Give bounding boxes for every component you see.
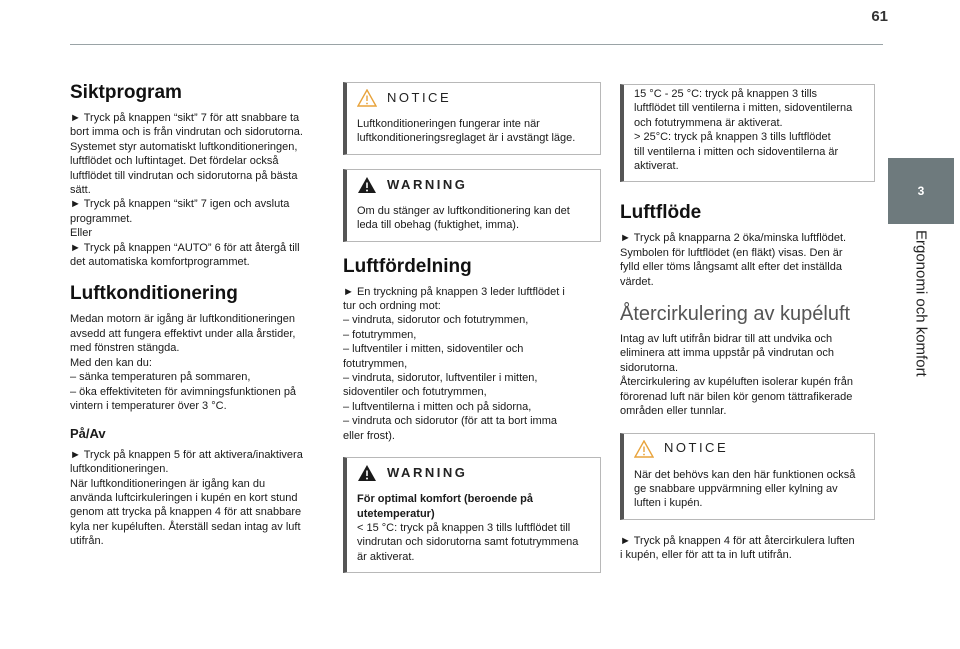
chapter-label-wrap bbox=[888, 230, 954, 490]
text-line: > 25°C: tryck på knappen 3 tills luftflödet bbox=[634, 131, 831, 144]
text-line: programmet. bbox=[70, 212, 133, 225]
text-line: med fönstren stängda. bbox=[70, 342, 180, 355]
chapter-label: Ergonomi och komfort bbox=[912, 230, 930, 377]
text-line: vindrutan och sidorutorna samt fotutrymmena bbox=[357, 536, 579, 549]
recirculate-instruction bbox=[620, 534, 875, 563]
text-line: ► Tryck på knapparna 2 öka/minska luftflödet. bbox=[620, 232, 847, 245]
text-line: utetemperatur) bbox=[357, 507, 435, 520]
notice-1-text bbox=[357, 117, 590, 146]
warning-2-text bbox=[357, 521, 590, 564]
atercirkulering-text bbox=[620, 332, 875, 418]
text-line: Symbolen för luftflödet (en fläkt) visas. Den är bbox=[620, 246, 843, 259]
text-line: fotutrymmen, bbox=[343, 357, 408, 370]
text-line: ► Tryck på knappen “AUTO” 6 för att återgå till bbox=[70, 241, 300, 254]
text-line: – vindruta, sidorutor och fotutrymmen, bbox=[343, 314, 529, 327]
text-line: Luftkonditioneringen fungerar inte när bbox=[357, 118, 540, 130]
text-line: När luftkonditioneringen är igång kan du bbox=[70, 477, 266, 490]
text-line: genom att trycka på knappen 4 för att snabbare bbox=[70, 506, 302, 519]
text-line: luften i kupén. bbox=[634, 497, 703, 510]
text-line: ge snabbare uppvärmning eller kylning av bbox=[634, 482, 838, 495]
warning-continued-box bbox=[620, 84, 875, 182]
text-line: Med den kan du: bbox=[70, 356, 152, 369]
text-line: luftkonditioneringen. bbox=[70, 463, 169, 476]
text-line: < 15 °C: tryck på knappen 3 tills luftflödet till bbox=[357, 521, 571, 534]
text-line: – luftventilerna i mitten och på sidorna, bbox=[343, 400, 532, 413]
text-line: sidorutorna. bbox=[620, 361, 679, 374]
notice-box-2 bbox=[620, 433, 875, 520]
text-line: – sänka temperaturen på sommaren, bbox=[70, 371, 251, 384]
text-line: utifrån. bbox=[70, 535, 104, 548]
chapter-tab bbox=[888, 158, 954, 224]
text-line: luftkonditioneringsreglaget är i avstängt läge. bbox=[357, 132, 576, 145]
text-line: tur och ordning mot: bbox=[343, 300, 441, 313]
text-line: i kupén, eller för att ta in luft utifrån. bbox=[620, 549, 792, 562]
text-line: värdet. bbox=[620, 275, 654, 288]
text-line: – öka effektiviteten för avimningsfunktionen på bbox=[70, 385, 297, 398]
text-line: är aktiverat. bbox=[357, 550, 415, 563]
text-line: 15 °C - 25 °C: tryck på knappen 3 tills bbox=[634, 88, 818, 100]
heading-luftkonditionering: Luftkonditionering bbox=[70, 283, 238, 305]
notice-2-text bbox=[634, 468, 864, 511]
text-line: ► Tryck på knappen “sikt” 7 igen och avsluta bbox=[70, 198, 290, 211]
notice-box-1 bbox=[343, 82, 601, 155]
text-line: aktiverat. bbox=[634, 160, 679, 173]
heading-atercirkulering: Återcirkulering av kupéluft bbox=[620, 303, 851, 326]
heading-pa-av: På/Av bbox=[70, 426, 106, 442]
text-line: ► Tryck på knappen “sikt” 7 för att snabbare ta bbox=[70, 112, 300, 124]
text-line: Om du stänger av luftkonditionering kan det bbox=[357, 204, 570, 217]
warning-2-bold-text bbox=[357, 492, 590, 521]
text-line: områden eller tunnlar. bbox=[620, 405, 727, 418]
warning-triangle-icon bbox=[357, 464, 377, 482]
text-line: sidoventiler och fotutrymmen, bbox=[343, 386, 487, 399]
text-line: förorenad luft när bilen kör genom tättrafikerade bbox=[620, 390, 853, 403]
text-line: fylld eller töms långsamt allt efter det inställda bbox=[620, 261, 842, 274]
notice-triangle-icon bbox=[357, 89, 377, 107]
text-line: kyla ner kupéluften. Återställ sedan intag av luft bbox=[70, 520, 301, 533]
chapter-number: 3 bbox=[917, 184, 925, 198]
luftfordelning-text bbox=[343, 285, 601, 443]
text-line: Systemet styr automatiskt luftkonditioneringen, bbox=[70, 140, 298, 153]
text-line: – vindruta och sidorutor (för att ta bort imma bbox=[343, 415, 557, 428]
column-2 bbox=[343, 82, 601, 587]
text-line: – luftventiler i mitten, sidoventiler och bbox=[343, 343, 524, 356]
notice-label: NOTICE bbox=[387, 89, 452, 105]
text-line: eliminera att imma uppstår på vindrutan och bbox=[620, 347, 834, 360]
text-line: För optimal komfort (beroende på bbox=[357, 493, 534, 506]
warning-label: WARNING bbox=[387, 464, 468, 480]
luftkonditionering-text bbox=[70, 312, 324, 413]
notice-label: NOTICE bbox=[664, 440, 729, 456]
text-line: bort imma och is från vindrutan och sidorutorna. bbox=[70, 126, 303, 139]
text-line: – vindruta, sidorutor, luftventiler i mitten, bbox=[343, 372, 538, 385]
text-line: ► Tryck på knappen 4 för att återcirkulera luften bbox=[620, 534, 855, 547]
warning-box-1 bbox=[343, 169, 601, 242]
text-line: – fotutrymmen, bbox=[343, 328, 417, 341]
text-line: till ventilerna i mitten och sidoventilerna är bbox=[634, 145, 839, 158]
text-line: och fotutrymmena är aktiverat. bbox=[634, 116, 783, 129]
warning-triangle-icon bbox=[357, 176, 377, 194]
warning-1-text bbox=[357, 204, 590, 233]
warning-continued-text bbox=[634, 87, 864, 173]
text-line: Medan motorn är igång är luftkonditioneringen bbox=[70, 313, 296, 326]
luftflode-text bbox=[620, 231, 875, 289]
text-line: avsedd att fungera effektivt under alla årstider, bbox=[70, 327, 296, 340]
notice-triangle-icon bbox=[634, 440, 654, 458]
text-line: ► Tryck på knappen 5 för att aktivera/inaktivera bbox=[70, 448, 303, 461]
text-line: vintern i temperaturer över 3 °C. bbox=[70, 399, 227, 412]
heading-luftflode: Luftflöde bbox=[620, 202, 702, 224]
heading-luftfordelning: Luftfördelning bbox=[343, 255, 472, 277]
siktprogram-text bbox=[70, 111, 324, 269]
text-line: använda luftcirkuleringen i kupén en kort stund bbox=[70, 491, 298, 504]
column-3 bbox=[620, 84, 875, 577]
text-line: Återcirkulering av kupéluften isolerar kupén från bbox=[620, 376, 853, 389]
warning-2-body bbox=[357, 492, 590, 564]
page-number: 61 bbox=[871, 8, 888, 25]
heading-siktprogram: Siktprogram bbox=[70, 82, 182, 103]
text-line: Eller bbox=[70, 227, 93, 240]
text-line: eller frost). bbox=[343, 429, 395, 442]
text-line: sätt. bbox=[70, 184, 91, 197]
text-line: luftflödet och luftintaget. Det fördelar också bbox=[70, 155, 279, 168]
warning-box-2 bbox=[343, 457, 601, 573]
text-line: luftflödet till ventilerna i mitten, sidoventilerna bbox=[634, 102, 853, 115]
text-line: Intag av luft utifrån bidrar till att undvika och bbox=[620, 333, 833, 346]
warning-label: WARNING bbox=[387, 176, 468, 192]
text-line: det automatiska komfortprogrammet. bbox=[70, 256, 250, 269]
text-line: ► En tryckning på knappen 3 leder luftflödet i bbox=[343, 285, 565, 298]
pa-av-text bbox=[70, 448, 324, 549]
column-1 bbox=[70, 82, 324, 563]
header-rule bbox=[70, 44, 883, 45]
text-line: leda till obehag (fuktighet, imma). bbox=[357, 219, 520, 232]
text-line: luftflödet till vindrutan och sidorutorna på bästa bbox=[70, 169, 298, 182]
text-line: När det behövs kan den här funktionen också bbox=[634, 468, 856, 481]
